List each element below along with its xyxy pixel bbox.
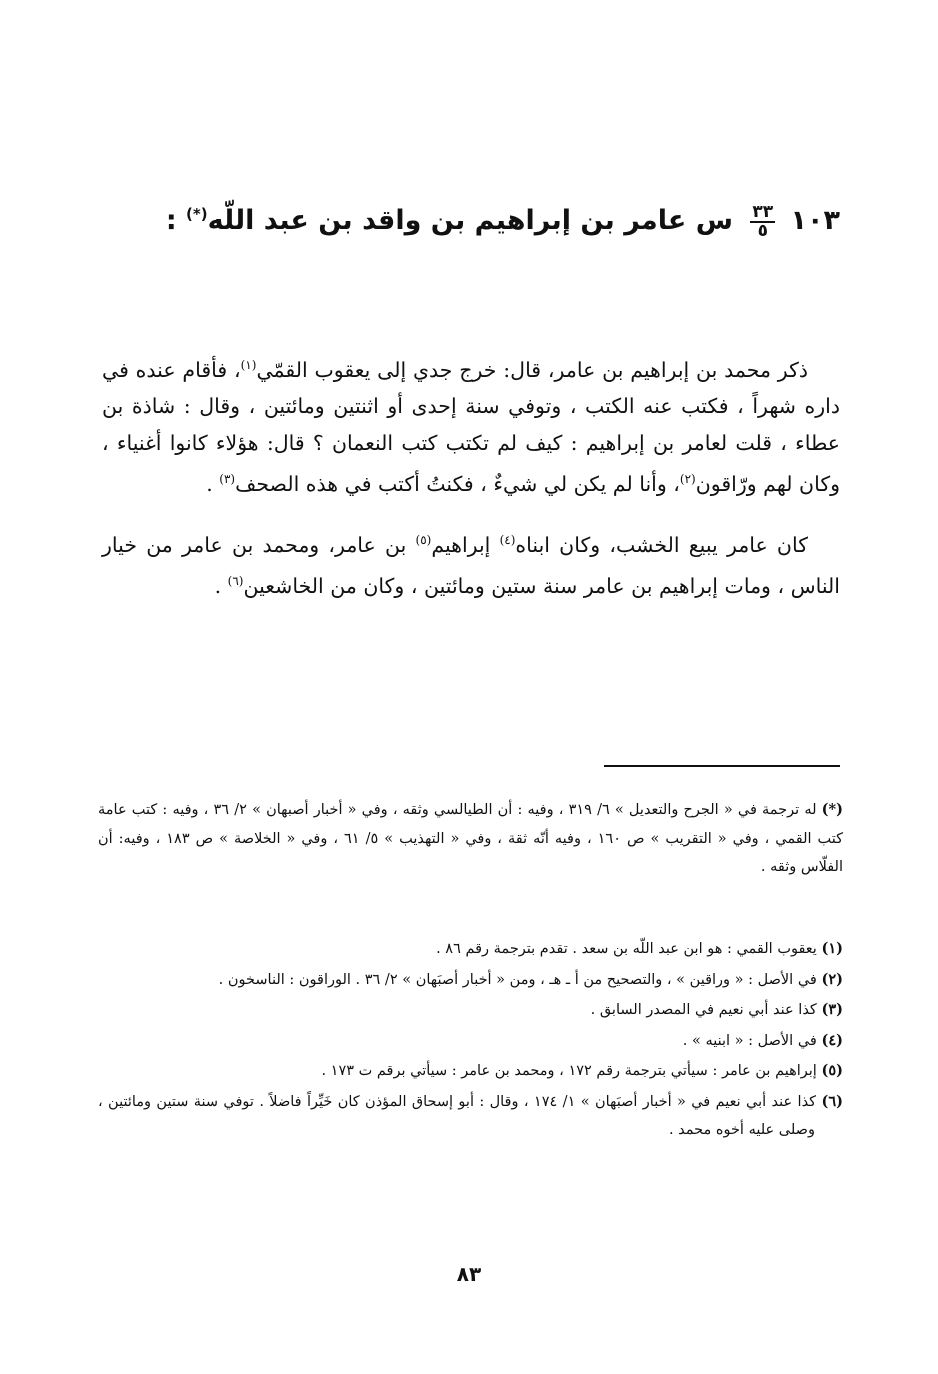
footnote-ref: (٦): [227, 573, 244, 588]
entry-title: س عامر بن إبراهيم بن واقد بن عبد اللّه: [207, 205, 733, 236]
paragraph-text: كان عامر يبيع الخشب، وكان ابناه: [515, 532, 808, 557]
body-text: [102, 347, 840, 604]
footnote-item: [98, 1057, 843, 1086]
footnote-ref: (١): [240, 358, 257, 372]
footnote-text: إبراهيم بن عامر : سيأتي بترجمة رقم ١٧٢ ، ومحمد بن عامر : سيأتي برقم ت ١٧٣ .: [321, 1063, 822, 1079]
title-suffix: :: [165, 205, 187, 236]
footnote-item: [98, 966, 843, 995]
paragraph-text: .: [214, 573, 228, 598]
footnote-mark: (٥): [821, 1062, 843, 1079]
paragraph-text: .: [206, 472, 220, 497]
footnote-mark: (١): [821, 940, 843, 957]
title-note-mark: (*): [186, 205, 208, 223]
page-number: ٨٣: [456, 1262, 482, 1286]
entry-fraction: [750, 201, 775, 241]
footnote-mark: (٢): [821, 970, 843, 988]
footnote-ref: (٣): [219, 472, 236, 487]
footnote-text: كذا عند أبي نعيم في المصدر السابق .: [590, 1002, 822, 1018]
footnote-text: كذا عند أبي نعيم في « أخبار أصبَهان » ١/ ١٧٤ ، وقال : أبو إسحاق المؤذن كان خَيِّراً فاضلاً . توفي سنة ستين ومائتين ، وصلى عليه أخوه محمد .: [98, 1093, 822, 1138]
paragraph-text: ذكر محمد بن إبراهيم بن عامر، قال: خرج جدي إلى يعقوب القمّي: [256, 357, 808, 382]
footnote-text: في الأصل : « ابنيه » .: [682, 1032, 822, 1049]
footnote-separator: [604, 765, 840, 767]
footnote-ref: (٢): [679, 472, 696, 487]
entry-number: ١٠٣: [790, 205, 840, 236]
footnote-item: [98, 1027, 843, 1056]
footnote-ref: (٥): [415, 532, 432, 547]
footnote-mark: (٦): [821, 1092, 844, 1110]
footnote-item: [98, 935, 843, 964]
footnote-mark: (٤): [821, 1031, 843, 1049]
footnote-text: يعقوب القمي : هو ابن عبد اللّه بن سعد . تقدم بترجمة رقم ٨٦ .: [436, 941, 822, 957]
footnote-main-text: [98, 796, 843, 882]
footnote-text: له ترجمة في « الجرح والتعديل » ٦/ ٣١٩ ، وفيه : أن الطيالسي وثقه ، وفي « أخبار أصبهان » ٢/ ٣٦ ، وفيه : كتب عامة كتب القمي ، وفي « التقريب » ص ١٦٠ ، وفيه أنّه ثقة ، وفي « التهذيب » ٥/ ٦١ ، وفي « الخلاصة » ص ١٨٣ ، وفيه: أن الفلّاس وثقه .: [98, 802, 844, 875]
body-paragraph: [102, 347, 840, 503]
footnote-item: [98, 1088, 843, 1145]
footnote-mark: (٣): [821, 1001, 843, 1018]
paragraph-text: ، وأنا لم يكن لي شيءٌ ، فكنتُ أكتب في هذه الصحف: [235, 472, 680, 497]
footnote-mark: (*): [821, 801, 843, 818]
footnote-ref: (٤): [499, 532, 516, 547]
footnote-item: [98, 996, 843, 1025]
fraction-top: ٣٣: [752, 201, 774, 222]
entry-heading: [80, 186, 840, 242]
paragraph-text: بن عامر، ومحمد بن عامر من خيار الناس ، ومات إبراهيم بن عامر سنة ستين ومائتين ، وكان من الخاشعين: [102, 532, 840, 598]
footnote-text: في الأصل : « وراقين » ، والتصحيح من أ ـ هـ ، ومن « أخبار أصبَهان » ٢/ ٣٦ . الوراقون : الناسخون .: [218, 971, 822, 988]
paragraph-text: ، فأقام عنده في داره شهراً ، فكتب عنه الكتب ، وتوفي سنة إحدى أو اثنتين ومائتين ، وقال : شاذة بن عطاء ، قلت لعامر بن إبراهيم : كيف لم تكتب كتب النعمان ؟ قال: هؤلاء كانوا أغنياء ، وكان لهم ورّاقون: [102, 357, 840, 497]
main-footnote: [98, 796, 843, 882]
paragraph-text: إبراهيم: [431, 532, 500, 557]
fraction-bottom: ٥: [757, 220, 768, 241]
footnote-list: [98, 935, 843, 1147]
body-paragraph: [102, 522, 840, 605]
